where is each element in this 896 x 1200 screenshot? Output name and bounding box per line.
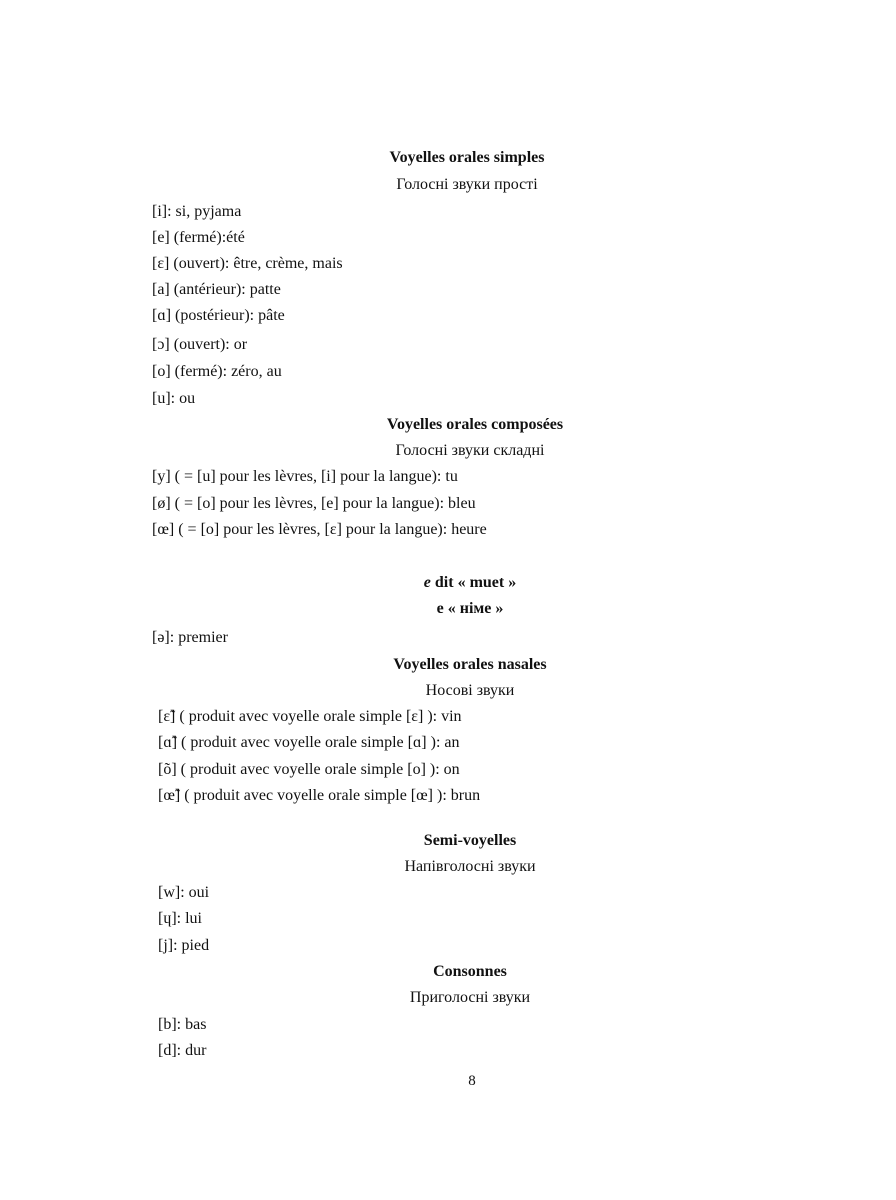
list-item: [œ̃] ( produit avec voyelle orale simple [œ] ): brun [158, 787, 481, 804]
subheading-nasales: Носові звуки [425, 682, 515, 699]
list-item: [ø] ( = [o] pour les lèvres, [e] pour la langue): bleu [152, 495, 476, 512]
list-item: [y] ( = [u] pour les lèvres, [i] pour la langue): tu [152, 468, 458, 485]
list-item: [u]: ou [152, 390, 196, 407]
page-number: 8 [468, 1073, 476, 1089]
subheading-composees: Голосні звуки складні [395, 442, 545, 459]
list-item: [õ] ( produit avec voyelle orale simple [o] ): on [158, 761, 460, 778]
heading-simples: Voyelles orales simples [389, 149, 545, 166]
list-item: [ɔ] (ouvert): or [152, 336, 248, 353]
subheading-consonnes: Приголосні звуки [409, 989, 531, 1006]
subheading-semi: Напівголосні звуки [404, 858, 536, 875]
list-item: [w]: oui [158, 884, 210, 901]
list-item: [ɥ]: lui [158, 910, 202, 927]
list-item: [j]: pied [158, 937, 210, 954]
list-item: [ɑ̃] ( produit avec voyelle orale simple [ɑ] ): an [158, 734, 460, 751]
heading-muet-letter: e [423, 574, 431, 591]
list-item: [i]: si, pyjama [152, 203, 242, 220]
heading-muet-rest: dit « muet » [430, 574, 517, 591]
heading-composees: Voyelles orales composées [386, 416, 564, 433]
list-item: [a] (antérieur): patte [152, 281, 281, 298]
subheading-muet: e « німе » [436, 600, 504, 617]
list-item: [ε̃] ( produit avec voyelle orale simple [ε] ): vin [158, 708, 462, 725]
list-item: [b]: bas [158, 1016, 207, 1033]
heading-semi: Semi-voyelles [423, 832, 517, 849]
heading-consonnes: Consonnes [433, 963, 507, 980]
list-item: [œ] ( = [o] pour les lèvres, [ε] pour la langue): heure [152, 521, 487, 538]
list-item: [ə]: premier [152, 629, 228, 646]
list-item: [d]: dur [158, 1042, 207, 1059]
subheading-simples: Голосні звуки прості [396, 176, 538, 193]
heading-muet [424, 573, 516, 593]
list-item: [e] (fermé):été [152, 229, 245, 246]
list-item: [ɑ] (postérieur): pâte [152, 307, 285, 324]
list-item: [o] (fermé): zéro, au [152, 363, 282, 380]
heading-nasales: Voyelles orales nasales [393, 656, 547, 673]
list-item: [ε] (ouvert): être, crème, mais [152, 255, 343, 272]
